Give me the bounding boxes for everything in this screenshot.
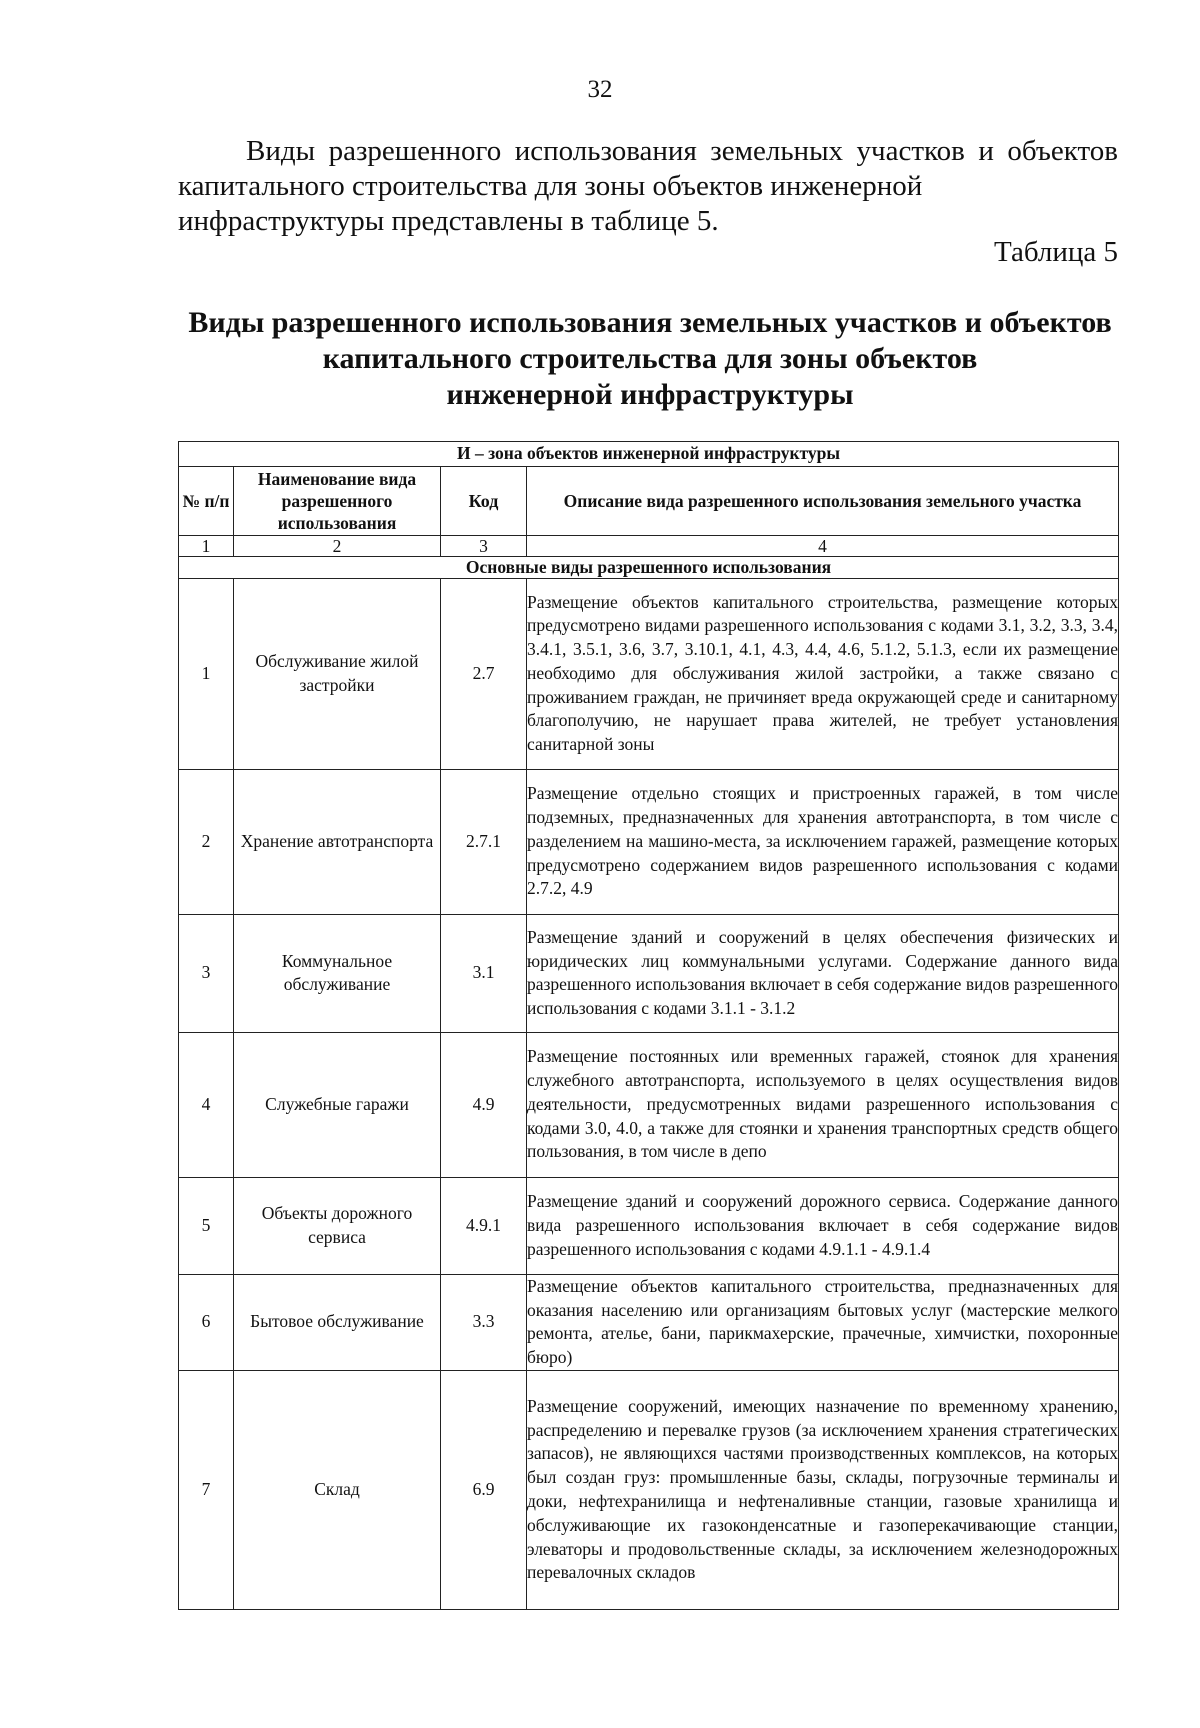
row-code: 2.7 xyxy=(441,578,527,769)
row-description: Размещение постоянных или временных гаражей, стоянок для хранения служебного автотранспорта, используемого в целях осуществления видов деятельности, предусмотренных видами разрешенного использования с кодами 3.0, 4.0, а также для стоянки и хранения транспортных средств общего пользования, в том числе в депо xyxy=(527,1032,1119,1177)
title-line-3: инженерной инфраструктуры xyxy=(446,378,854,411)
row-num: 4 xyxy=(179,1032,234,1177)
table-row xyxy=(179,578,1119,769)
row-name: Бытовое обслуживание xyxy=(234,1274,441,1370)
row-description: Размещение зданий и сооружений дорожного сервиса. Содержание данного вида разрешенного использования включает в себя содержание видов разрешенного использования с кодами 4.9.1.1 - 4.9.1.4 xyxy=(527,1177,1119,1274)
row-code: 3.1 xyxy=(441,914,527,1032)
title-line-1: Виды разрешенного использования земельных участков и объектов xyxy=(188,306,1112,339)
section-header-main: Основные виды разрешенного использования xyxy=(179,556,1119,578)
header-description: Описание вида разрешенного использования земельного участка xyxy=(527,466,1119,535)
row-name: Служебные гаражи xyxy=(234,1032,441,1177)
column-number: 3 xyxy=(441,535,527,556)
row-num: 5 xyxy=(179,1177,234,1274)
row-num: 7 xyxy=(179,1370,234,1609)
header-num: № п/п xyxy=(179,466,234,535)
header-name: Наименование вида разрешенного использования xyxy=(234,466,441,535)
row-name: Обслуживание жилой застройки xyxy=(234,578,441,769)
row-num: 1 xyxy=(179,578,234,769)
header-code: Код xyxy=(441,466,527,535)
row-description: Размещение зданий и сооружений в целях обеспечения физических и юридических лиц коммунальными услугами. Содержание данного вида разрешенного использования включает в себя содержание видов разрешенного использования с кодами 3.1.1 - 3.1.2 xyxy=(527,914,1119,1032)
row-name: Коммунальное обслуживание xyxy=(234,914,441,1032)
row-description: Размещение объектов капитального строительства, размещение которых предусмотрено видами разрешенного использования с кодами 3.1, 3.2, 3.3, 3.4, 3.4.1, 3.5.1, 3.6, 3.7, 3.10.1, 4.1, 4.3, 4.4, 4.6, 5.1.2, 5.1.3, если их размещение необходимо для обслуживания жилой застройки, а также связано с проживанием граждан, не причиняет вреда окружающей среде и санитарному благополучию, не нарушает права жителей, не требует установления санитарной зоны xyxy=(527,578,1119,769)
table-row xyxy=(179,1274,1119,1370)
row-num: 6 xyxy=(179,1274,234,1370)
column-number: 4 xyxy=(527,535,1119,556)
land-use-table xyxy=(178,441,1119,1610)
row-code: 2.7.1 xyxy=(441,769,527,914)
row-num: 3 xyxy=(179,914,234,1032)
row-description: Размещение отдельно стоящих и пристроенных гаражей, в том числе подземных, предназначенных для хранения автотранспорта, в том числе с разделением на машино-места, за исключением гаражей, размещение которых предусмотрено содержанием видов разрешенного использования с кодами 2.7.2, 4.9 xyxy=(527,769,1119,914)
column-number: 2 xyxy=(234,535,441,556)
table-row xyxy=(179,1370,1119,1609)
row-num: 2 xyxy=(179,769,234,914)
row-code: 4.9.1 xyxy=(441,1177,527,1274)
row-description: Размещение объектов капитального строительства, предназначенных для оказания населению или организациям бытовых услуг (мастерские мелкого ремонта, ателье, бани, парикмахерские, прачечные, химчистки, похоронные бюро) xyxy=(527,1274,1119,1370)
table-row xyxy=(179,769,1119,914)
intro-paragraph xyxy=(178,134,1118,239)
row-name: Объекты дорожного сервиса xyxy=(234,1177,441,1274)
page-number: 32 xyxy=(587,76,613,103)
table-row xyxy=(179,1032,1119,1177)
table-row xyxy=(179,1177,1119,1274)
title-line-2: капитального строительства для зоны объектов xyxy=(322,342,978,375)
row-name: Хранение автотранспорта xyxy=(234,769,441,914)
table-row xyxy=(179,914,1119,1032)
row-description: Размещение сооружений, имеющих назначение по временному хранению, распределению и перевалке грузов (за исключением хранения стратегических запасов), не являющихся частями производственных комплексов, на которых был создан груз: промышленные базы, склады, погрузочные терминалы и доки, нефтехранилища и нефтеналивные станции, газовые хранилища и обслуживающие их газоконденсатные и газоперекачивающие станции, элеваторы и продовольственные склады, за исключением железнодорожных перевалочных складов xyxy=(527,1370,1119,1609)
document-title xyxy=(150,305,1150,413)
intro-line-1: Виды разрешенного использования земельных участков и объектов капитального строительства для зоны объектов инженерной xyxy=(178,135,1118,202)
row-code: 3.3 xyxy=(441,1274,527,1370)
zone-header: И – зона объектов инженерной инфраструктуры xyxy=(179,442,1119,467)
row-name: Склад xyxy=(234,1370,441,1609)
row-code: 6.9 xyxy=(441,1370,527,1609)
table-label: Таблица 5 xyxy=(993,236,1118,268)
row-code: 4.9 xyxy=(441,1032,527,1177)
column-number: 1 xyxy=(179,535,234,556)
intro-line-2: инфраструктуры представлены в таблице 5. xyxy=(178,205,719,237)
